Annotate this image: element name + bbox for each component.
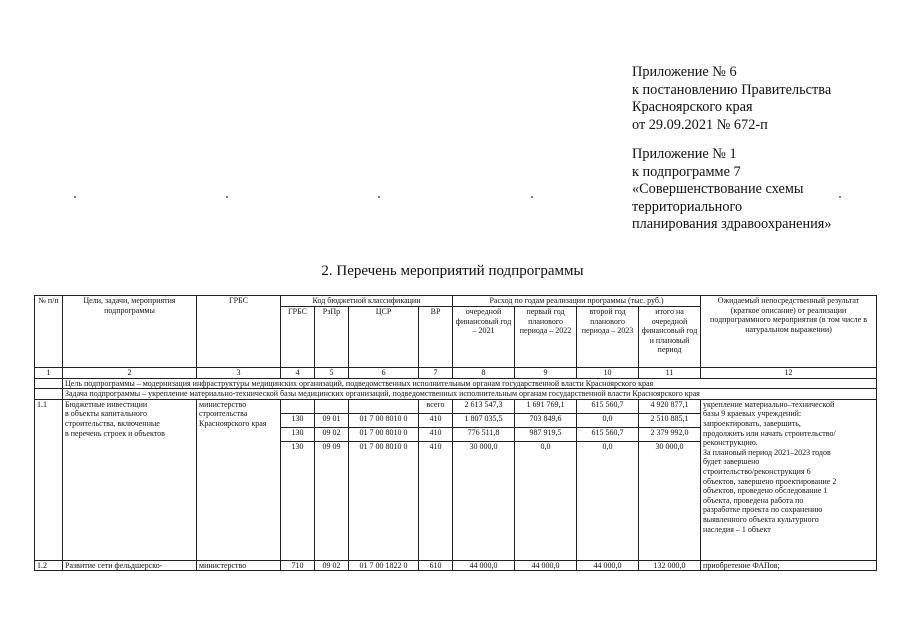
column-number: 9 <box>515 368 577 379</box>
task-row <box>35 389 877 400</box>
grbs-line: Красноярского края <box>199 418 267 428</box>
value-2023: 44 000,0 <box>577 560 639 571</box>
appendix-line: территориального <box>632 198 743 215</box>
value-total: 30 000,0 <box>639 441 701 560</box>
grbs-code: 130 <box>281 441 315 560</box>
result-line: строительство/реконструкция 6 <box>703 466 811 476</box>
task-text: Задача подпрограммы – укрепление материально-технической базы медицинских организаций, подведомственных исполнительным органам государственной власти Красноярского края <box>63 389 877 400</box>
result-line: будет завершено <box>703 457 760 467</box>
result-line: наследия – 1 объект <box>703 524 771 534</box>
row-number: 1.2 <box>35 560 63 571</box>
col-header-num: № п/п <box>35 296 63 368</box>
value-2021: 2 613 547,3 <box>453 399 515 413</box>
result-line: объектов, завершено проектирование 2 <box>703 476 837 486</box>
value-2021: 1 807 035,5 <box>453 413 515 427</box>
result-line: объекта, проведена работа по <box>703 495 804 505</box>
result-line: разработке проекта по сохранению <box>703 505 823 515</box>
result-line: За плановый период 2021–2023 годов <box>703 447 831 457</box>
page-title: 2. Перечень мероприятий подпрограммы <box>321 263 584 279</box>
csr-code <box>349 399 419 413</box>
measures-table <box>34 295 877 571</box>
result-line: реконструкцию. <box>703 438 758 448</box>
col-header-expenses: Расход по годам реализации программы (тыс. руб.) <box>453 296 701 307</box>
value-2022: 987 919,5 <box>515 427 577 441</box>
appendix-line: планирования здравоохранения» <box>632 216 832 232</box>
expected-result <box>701 399 877 560</box>
rzpr-code: 09 01 <box>315 413 349 427</box>
value-total: 2 510 885,1 <box>639 413 701 427</box>
vr-code: всего <box>419 399 453 413</box>
appendix-line: «Совершенствование схемы <box>632 181 804 197</box>
vr-code: 410 <box>419 427 453 441</box>
vr-code: 610 <box>419 560 453 571</box>
result-line: продолжить или начать строительство/ <box>703 428 836 438</box>
measure-name-line: в объекты капитального <box>65 409 147 419</box>
col-header-total: итого на очередной финансовый год и плановый период <box>639 307 701 368</box>
goal-text: Цель подпрограммы – модернизация инфраструктуры медицинских организаций, подведомственных исполнительным органам государственной власти Красноярского края <box>63 378 877 389</box>
column-numbers-row <box>35 368 877 379</box>
column-number: 10 <box>577 368 639 379</box>
expected-result: приобретение ФАПов; <box>701 560 877 571</box>
value-total: 2 379 992,0 <box>639 427 701 441</box>
value-2021: 776 511,8 <box>453 427 515 441</box>
col-header-csr: ЦСР <box>349 307 419 368</box>
grbs-line: строительства <box>199 409 248 419</box>
csr-code: 01 7 00 8010 0 <box>349 427 419 441</box>
appendix-6-header <box>632 64 892 134</box>
value-2023: 615 560,7 <box>577 427 639 441</box>
table-row <box>35 399 877 413</box>
appendix-line: к подпрограмме 7 <box>632 163 741 180</box>
value-2023: 615 560,7 <box>577 399 639 413</box>
value-total: 132 000,0 <box>639 560 701 571</box>
col-header-2022: первый год планового периода – 2022 <box>515 307 577 368</box>
value-2023: 0,0 <box>577 413 639 427</box>
column-number: 1 <box>35 368 63 379</box>
measure-name <box>63 399 197 560</box>
vr-code: 410 <box>419 441 453 560</box>
row-number: 1.1 <box>35 399 63 560</box>
vr-code: 410 <box>419 413 453 427</box>
col-header-vr: ВР <box>419 307 453 368</box>
appendix-line: от 29.09.2021 № 672-п <box>632 116 768 133</box>
appendix-line: Приложение № 6 <box>632 64 737 80</box>
grbs-code: 710 <box>281 560 315 571</box>
appendix-line: Приложение № 1 <box>632 146 737 162</box>
col-header-budget-code: Код бюджетной классификации <box>281 296 453 307</box>
grbs-line: министерство <box>199 399 247 409</box>
result-line: объектов, проведено обследование 1 <box>703 486 828 496</box>
csr-code: 01 7 00 8010 0 <box>349 441 419 560</box>
measure-name-line: в перечень строек и объектов <box>65 428 165 438</box>
column-number: 11 <box>639 368 701 379</box>
value-2021: 30 000,0 <box>453 441 515 560</box>
col-header-2023: второй год планового периода – 2023 <box>577 307 639 368</box>
result-line: запроектировать, завершить, <box>703 418 801 428</box>
rzpr-code: 09 02 <box>315 427 349 441</box>
appendix-line: к постановлению Правительства <box>632 81 832 98</box>
rzpr-code <box>315 399 349 413</box>
value-2023: 0,0 <box>577 441 639 560</box>
grbs-code <box>281 399 315 413</box>
csr-code: 01 7 00 8010 0 <box>349 413 419 427</box>
column-number: 3 <box>197 368 281 379</box>
appendix-line: Красноярского края <box>632 99 753 115</box>
result-line: укрепление материально–технической <box>703 399 835 409</box>
col-header-grbs-code: ГРБС <box>281 307 315 368</box>
csr-code: 01 7 00 1822 0 <box>349 560 419 571</box>
column-number: 6 <box>349 368 419 379</box>
result-line: базы 9 краевых учреждений: <box>703 409 802 419</box>
measure-name-line: Бюджетные инвестиции <box>65 399 148 409</box>
table-row <box>35 560 877 571</box>
col-header-result: Ожидаемый непосредственный результат (краткое описание) от реализации подпрограммного мероприятия (в том числе в натуральном выражении) <box>701 296 877 368</box>
column-number: 4 <box>281 368 315 379</box>
measure-name-line: строительства, включенные <box>65 418 160 428</box>
grbs-name: министерство <box>197 560 281 571</box>
col-header-2021: очередной финансовый год – 2021 <box>453 307 515 368</box>
goal-row <box>35 378 877 389</box>
value-2022: 703 849,6 <box>515 413 577 427</box>
column-number: 12 <box>701 368 877 379</box>
col-header-grbs: ГРБС <box>197 296 281 368</box>
rzpr-code: 09 02 <box>315 560 349 571</box>
value-2022: 1 691 769,1 <box>515 399 577 413</box>
rzpr-code: 09 09 <box>315 441 349 560</box>
value-2022: 44 000,0 <box>515 560 577 571</box>
appendix-1-header <box>632 146 892 234</box>
result-line: выявленного объекта культурного <box>703 514 819 524</box>
grbs-code: 130 <box>281 413 315 427</box>
value-2022: 0,0 <box>515 441 577 560</box>
grbs-name <box>197 399 281 560</box>
grbs-code: 130 <box>281 427 315 441</box>
column-number: 5 <box>315 368 349 379</box>
value-total: 4 920 877,1 <box>639 399 701 413</box>
measure-name: Развитие сети фельдшерско- <box>63 560 197 571</box>
col-header-goals: Цели, задачи, мероприятия подпрограммы <box>63 296 197 368</box>
col-header-rzpr: РзПр <box>315 307 349 368</box>
column-number: 2 <box>63 368 197 379</box>
value-2021: 44 000,0 <box>453 560 515 571</box>
column-number: 7 <box>419 368 453 379</box>
column-number: 8 <box>453 368 515 379</box>
